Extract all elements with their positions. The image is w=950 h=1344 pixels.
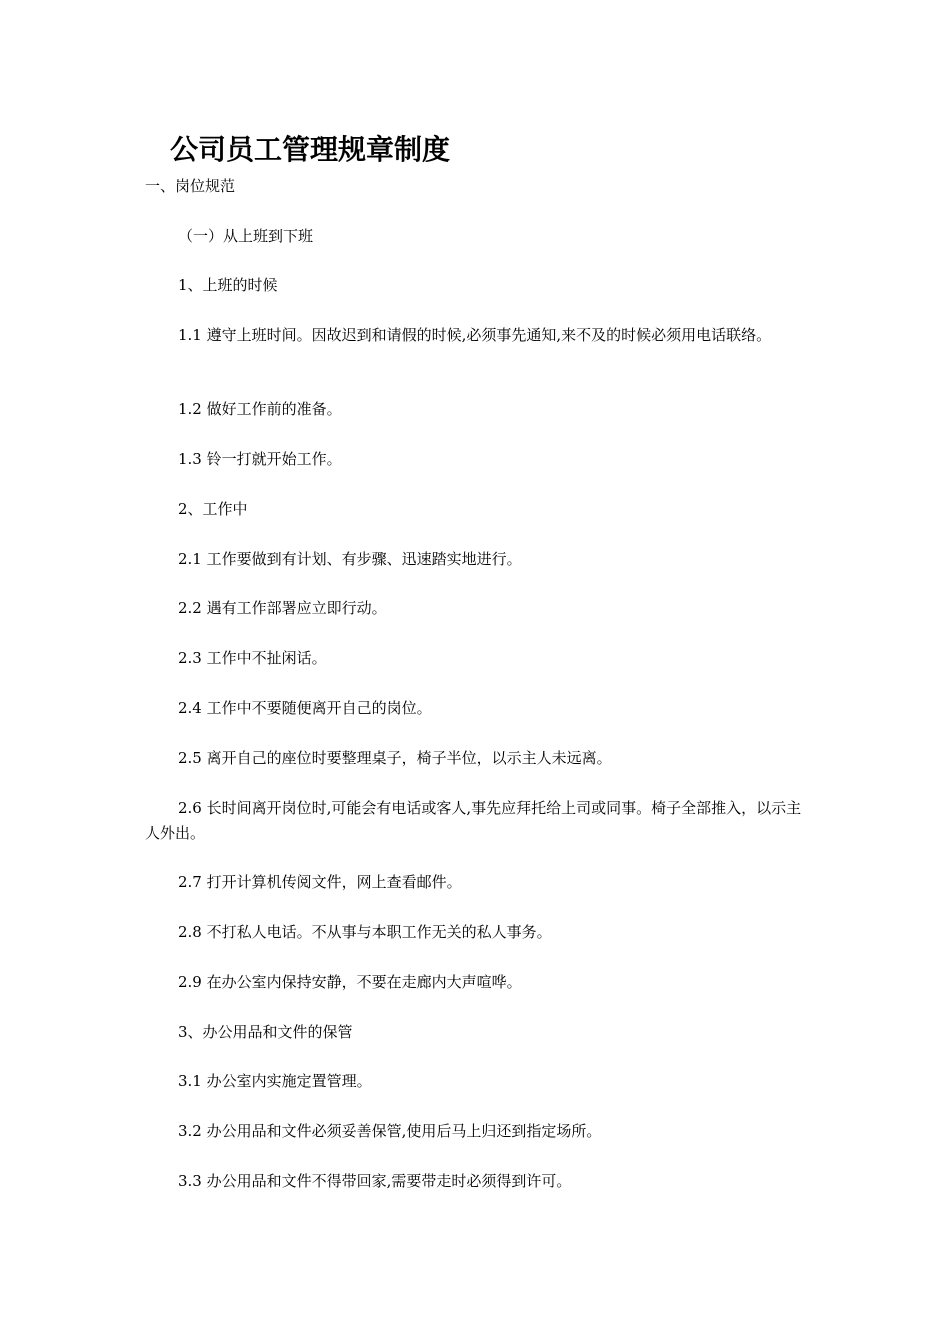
rule-paragraph: 2.5 离开自己的座位时要整理桌子，椅子半位，以示主人未远离。 [178,749,612,767]
rule-paragraph: 2.4 工作中不要随便离开自己的岗位。 [178,699,432,717]
rule-paragraph: 2.2 遇有工作部署应立即行动。 [178,599,387,617]
rule-paragraph: 2.1 工作要做到有计划、有步骤、迅速踏实地进行。 [178,550,522,568]
rule-paragraph: 2.6 长时间离开岗位时,可能会有电话或客人,事先应拜托给上司或同事。椅子全部推入，以示主人外出。 [145,799,802,842]
section-heading: 一、岗位规范 [145,177,236,195]
rule-paragraph: 1.2 做好工作前的准备。 [178,400,342,418]
rule-paragraph: 3.2 办公用品和文件必须妥善保管,使用后马上归还到指定场所。 [178,1122,602,1140]
rule-paragraph: 2.7 打开计算机传阅文件，网上查看邮件。 [178,873,462,891]
rule-paragraph: 2.9 在办公室内保持安静，不要在走廊内大声喧哗。 [178,973,522,991]
rule-paragraph: 2.8 不打私人电话。不从事与本职工作无关的私人事务。 [178,923,552,941]
rule-paragraph: 3.1 办公室内实施定置管理。 [178,1072,372,1090]
item-heading: 3、办公用品和文件的保管 [178,1023,353,1041]
rule-paragraph: 1.1 遵守上班时间。因故迟到和请假的时候,必须事先通知,来不及的时候必须用电话联络。 [178,326,772,344]
item-heading: 2、工作中 [178,500,248,518]
rule-paragraph: 1.3 铃一打就开始工作。 [178,450,342,468]
rule-paragraph: 3.3 办公用品和文件不得带回家,需要带走时必须得到许可。 [178,1172,572,1190]
item-heading: 1、上班的时候 [178,276,278,294]
document-title: 公司员工管理规章制度 [170,133,451,166]
subsection-heading: （一）从上班到下班 [178,227,314,245]
rule-paragraph: 2.3 工作中不扯闲话。 [178,649,327,667]
